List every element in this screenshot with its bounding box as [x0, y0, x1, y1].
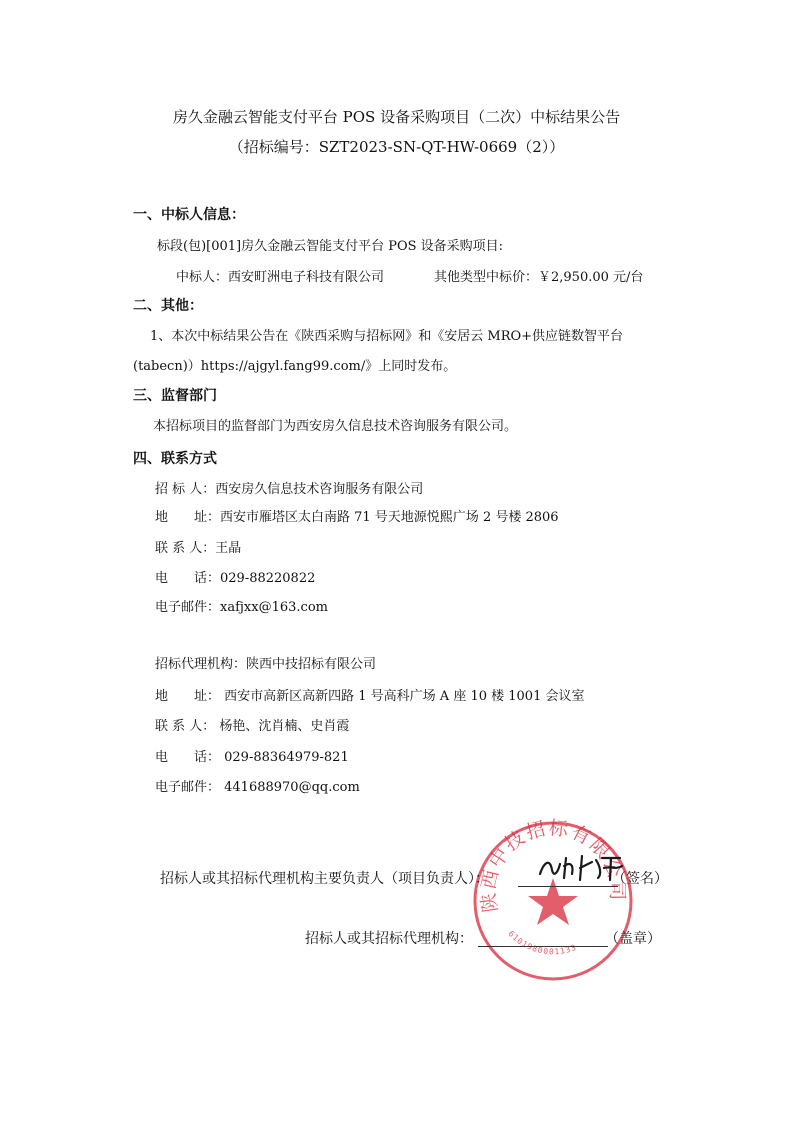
tenderer-address: 地 址：西安市雁塔区太白南路 71 号天地源悦熙广场 2 号楼 2806: [155, 510, 559, 525]
agency-address: 地 址： 西安市高新区高新四路 1 号高科广场 A 座 10 楼 1001 会议室: [155, 689, 585, 704]
signature-suffix: （签名）: [612, 871, 668, 887]
section-4-heading: 四、联系方式: [133, 451, 217, 467]
stamp-number: 6101980001133: [506, 929, 579, 957]
tenderer-phone: 电 话：029-88220822: [155, 571, 316, 586]
svg-text:6101980001133: [506, 929, 578, 956]
tenderer-email: 电子邮件：xafjxx@163.com: [155, 600, 328, 615]
publish-note-line1: 1、本次中标结果公告在《陕西采购与招标网》和《安居云 MRO+供应链数智平台: [150, 329, 624, 344]
lot-description: 标段(包)[001]房久金融云智能支付平台 POS 设备采购项目:: [157, 239, 504, 254]
agency-name: 招标代理机构：陕西中技招标有限公司: [155, 657, 377, 672]
agency-contact: 联 系 人： 杨艳、沈肖楠、史肖霞: [155, 719, 350, 734]
agency-phone: 电 话： 029-88364979-821: [155, 750, 349, 765]
tenderer-name: 招 标 人：西安房久信息技术咨询服务有限公司: [155, 482, 424, 497]
winner-name: 中标人：西安町洲电子科技有限公司: [176, 270, 385, 285]
section-2-heading: 二、其他：: [133, 298, 203, 314]
seal-suffix: （盖章）: [605, 931, 661, 947]
publish-note-line2: (tabecn)）https://ajgyl.fang99.com/》上同时发布。: [133, 359, 457, 374]
tenderer-contact: 联 系 人：王晶: [155, 541, 242, 556]
seal-line-label: 招标人或其招标代理机构：: [305, 931, 473, 947]
section-1-heading: 一、中标人信息：: [133, 207, 245, 223]
supervision-text: 本招标项目的监督部门为西安房久信息技术咨询服务有限公司。: [153, 419, 518, 434]
section-3-heading: 三、监督部门: [133, 388, 217, 404]
signature-line: [518, 886, 618, 887]
tender-code: （招标编号：SZT2023-SN-QT-HW-0669（2））: [228, 138, 565, 156]
winning-price: 其他类型中标价：￥2,950.00 元/台: [434, 270, 644, 285]
official-seal-stamp: [468, 816, 638, 986]
agency-email: 电子邮件： 441688970@qq.com: [155, 780, 360, 795]
signature-line-label: 招标人或其招标代理机构主要负责人（项目负责人）：: [160, 871, 489, 887]
document-title: 房久金融云智能支付平台 POS 设备采购项目（二次）中标结果公告: [172, 108, 621, 126]
stamp-text: 陕西中技招标有限公司: [477, 816, 629, 914]
seal-line: [478, 946, 608, 947]
